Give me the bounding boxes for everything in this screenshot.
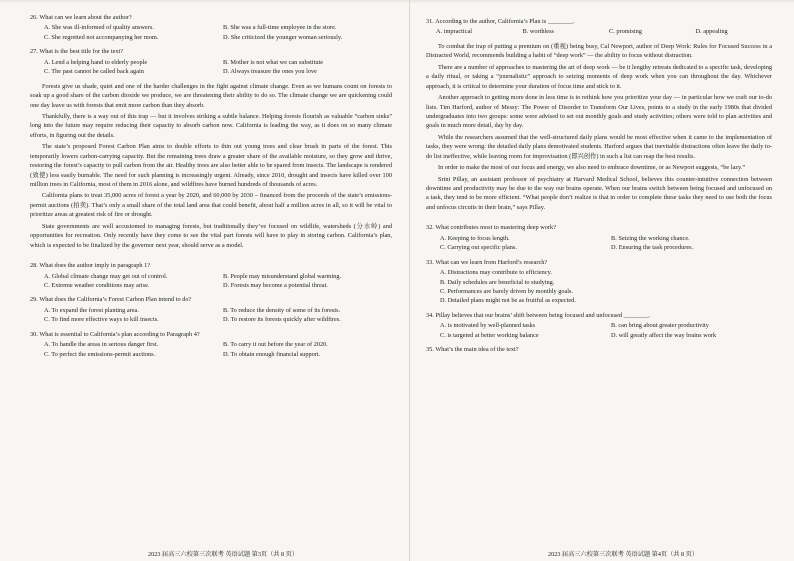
scan-shadow xyxy=(0,0,794,4)
question-30 xyxy=(30,330,392,359)
right-page-column xyxy=(426,8,772,356)
question-32-option-d: D. Ensuring the task procedures. xyxy=(611,244,694,252)
question-29-option-b: B. To reduce the density of some of its forests. xyxy=(223,306,341,314)
question-28-option-d: D. Forests may become a potential threat. xyxy=(223,281,328,289)
question-32-option-c: C. Carrying out specific plans. xyxy=(440,244,517,252)
question-27 xyxy=(30,47,392,76)
question-26-option-a: A. She was ill-informed of quality answers. xyxy=(44,24,154,32)
question-34-option-a: A. is motivated by well-planned tasks xyxy=(440,322,536,330)
question-32-option-a: A. Keeping to focus length. xyxy=(440,234,510,242)
question-28 xyxy=(30,261,392,290)
question-33-stem: 33. What can we learn from Harford’s research? xyxy=(426,258,548,266)
passage-forests xyxy=(30,82,392,250)
question-26-option-b: B. She was a full-time employee in the store. xyxy=(223,24,337,32)
question-28-stem: 28. What does the author imply in paragraph 1? xyxy=(30,262,151,270)
question-35 xyxy=(426,345,772,354)
question-32-option-b: B. Seizing the working chance. xyxy=(611,234,690,242)
footer-page-4: 2023 届高三六校第三次联考 英语试题 第4页（共 8 页） xyxy=(548,551,699,558)
question-31-stem: 31. According to the author, California’s Plan is ________. xyxy=(426,18,575,25)
question-29-option-d: D. To restore its forests quickly after wildfires. xyxy=(223,316,341,324)
question-28-option-c: C. Extreme weather conditions may arise. xyxy=(44,281,150,289)
passage-deep-work xyxy=(426,42,772,212)
question-31 xyxy=(426,17,772,37)
question-30-option-c: C. To perfect the emissions-permit auctions. xyxy=(44,350,156,358)
question-31-option-b: B. worthless xyxy=(522,28,554,36)
question-27-stem: 27. What is the best title for the text? xyxy=(30,48,124,56)
question-33-option-c: C. Performances are barely driven by monthly goals. xyxy=(440,287,574,295)
passage-paragraph: Forests give us shade, quiet and one of the harder challenges in the fight against climate change. Even as we humans count on forests to soak up a good share of the carbon dioxide we produce, we are threatening their ability to do so. The climate change we are quickening could one day leave us with forests that emit more carbon than they absorb. xyxy=(30,82,392,109)
question-30-option-d: D. To obtain enough financial support. xyxy=(223,350,321,358)
passage-paragraph: Srini Pillay, an assistant professor of psychiatry at Harvard Medical School, believes this counter-intuitive connection between downtime and productivity may be due to the way our brains operate. When our brains switch between being focused and unfocused on a task, they tend to be more efficient. “What people don’t realize is that in order to complete these tasks they need to use both the focus and unfocus circuits in their brain,” says Pillay. xyxy=(426,175,772,211)
question-27-option-c: C. The past cannot be called back again xyxy=(44,68,144,76)
question-28-option-a: A. Global climate change may get out of control. xyxy=(44,272,168,280)
passage-paragraph: While the researchers assumed that the well-structured daily plans would be most effective when it came to the implementation of tasks, they were wrong: the detailed daily plans demotivated students. Harford argues that inevitable distractions often leave the daily to-do list ineffective, while leaving room for improvisation (即兴创作) in such a list can reap the best results. xyxy=(426,133,772,160)
question-29 xyxy=(30,295,392,324)
passage-paragraph: State governments are well accustomed to managing forests, but traditionally they’ve focused on wildlife, watersheds (分水岭) and opportunities for recreation. Only recently have they come to see the vital part forests will have to play in storing carbon. California’s plan, which is expected to be finalized by the governor next year, should serve as a model. xyxy=(30,222,392,249)
passage-paragraph: To combat the trap of putting a premium on (重视) being busy, Cal Newport, author of Deep Work: Rules for Focused Success in a Distracted World, recommends building a habit of “deep work” — the ability to focus without distraction. xyxy=(426,42,772,60)
passage-paragraph: There are a number of approaches to mastering the art of deep work — be it lengthy retreats dedicated to a specific task, developing a daily ritual, or taking a “journalistic” approach to seizing moments of deep work when you can throughout the day. Whichever approach, it is critical to determine your duration of focus time and stick to it. xyxy=(426,63,772,90)
question-35-stem: 35. What’s the main idea of the text? xyxy=(426,346,519,354)
passage-paragraph: Thankfully, there is a way out of this trap — but it involves striking a subtle balance. Helping forests flourish as valuable “carbon sinks” long into the future may require reducing their capacity to absorb carbon now. California is leading the way, as it does on so many climate efforts, in figuring out the details. xyxy=(30,112,392,139)
question-34-option-c: C. is targeted at better working balance xyxy=(440,331,539,339)
question-32-stem: 32. What contributes most to mastering deep work? xyxy=(426,224,556,232)
question-26-stem: 26. What can we learn about the author? xyxy=(30,14,132,21)
question-29-option-a: A. To expand the forest planting area. xyxy=(44,306,139,314)
question-34-stem: 34. Pillay believes that our brains’ shift between being focused and unfocused ________. xyxy=(426,311,651,319)
passage-paragraph: The state’s proposed Forest Carbon Plan aims to double efforts to thin out young trees and clear brush in parts of the forest. This temporarily lowers carbon-carrying capacity. But the remaining trees draw a greater share of the available moisture, so they grow and thrive, restoring the forest’s capacity to pull carbon from the air. Healthy trees are also better able to be spared from insects. The landscape is rendered (致使) less easily burnable. The need for such planning is increasingly urgent. Already, since 2010, drought and insects have killed over 100 million trees in California, most of them in 2016 alone, and wildfires have burned hundreds of thousands of acres. xyxy=(30,143,392,188)
passage-paragraph: In order to make the most of our focus and energy, we also need to embrace downtime, or as Newport suggests, “be lazy.” xyxy=(438,164,746,172)
page-divider xyxy=(409,0,410,561)
passage-paragraph: California plans to treat 35,000 acres of forest a year by 2020, and 60,000 by 2030 – financed from the proceeds of the state’s emissions-permit auctions (拍卖). That’s only a small share of the total land area that could benefit, about half a million acres in all, so it will be vital to prioritize areas at greatest risk of fire or drought. xyxy=(30,192,392,219)
question-33-option-d: D. Detailed plans might not be as fruitful as expected. xyxy=(440,297,576,305)
question-27-option-d: D. Always treasure the ones you love xyxy=(223,68,317,76)
question-33-option-a: A. Distractions may contribute to efficiency. xyxy=(440,269,552,277)
question-26-option-c: C. She regretted not accompanying her mom. xyxy=(44,33,159,41)
question-30-option-a: A. To handle the areas in serious danger first. xyxy=(44,341,159,349)
footer-page-3: 2023 届高三六校第三次联考 英语试题 第3页（共 8 页） xyxy=(148,551,299,558)
question-34-option-d: D. will greatly affect the way brains work xyxy=(611,331,717,339)
question-26-option-d: D. She criticized the younger woman seriously. xyxy=(223,33,343,41)
left-page-column xyxy=(30,8,392,360)
question-27-option-b: B. Mother is not what we can substitute xyxy=(223,58,324,66)
question-33 xyxy=(426,258,772,306)
question-30-option-b: B. To carry it out before the year of 2020. xyxy=(223,341,328,349)
question-30-stem: 30. What is essential to California’s plan according to Paragraph 4? xyxy=(30,330,200,338)
question-31-option-a: A. impractical xyxy=(436,28,473,36)
question-34-option-b: B. can bring about greater productivity xyxy=(611,322,709,330)
question-28-option-b: B. People may misunderstand global warming. xyxy=(223,272,342,280)
question-29-stem: 29. What does the California’s Forest Carbon Plan intend to do? xyxy=(30,296,192,304)
question-34 xyxy=(426,311,772,340)
question-29-option-c: C. To find more effective ways to kill insects. xyxy=(44,316,159,324)
question-31-option-d: D. appealing xyxy=(695,28,728,36)
question-31-option-c: C. promising xyxy=(609,28,642,36)
question-27-option-a: A. Lend a helping hand to elderly people xyxy=(44,58,148,66)
question-33-option-b: B. Daily schedules are beneficial to studying. xyxy=(440,278,555,286)
passage-paragraph: Another approach to getting more done in less time is to rethink how you prioritize your day — in particular how we craft our to-do lists. Tim Harford, author of Messy: The Power of Disorder to Transform Our Lives, points to a study in the early 1980s that divided undergraduates into two groups: some were advised to set out monthly goals and study activities; others were told to plan activities and goals in much more detail, day by day. xyxy=(426,94,772,130)
question-32 xyxy=(426,223,772,252)
question-26 xyxy=(30,13,392,42)
